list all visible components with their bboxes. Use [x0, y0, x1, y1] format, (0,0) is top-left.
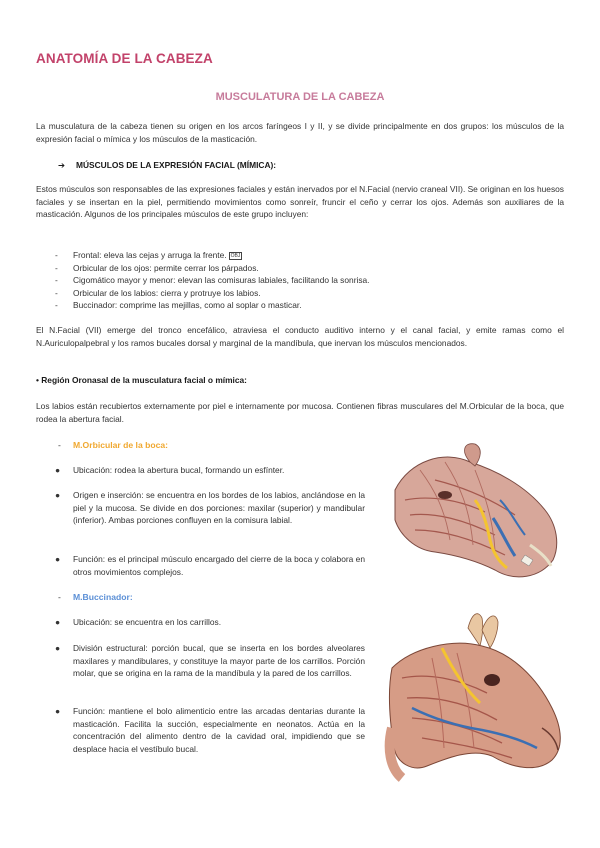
- dog-head-muscles-illustration: [375, 440, 565, 590]
- bullet-icon: ●: [55, 465, 61, 475]
- bullet-icon: ●: [55, 554, 61, 564]
- list-item: - Orbicular de los ojos: permite cerrar los párpados.: [55, 262, 525, 275]
- bullet-icon: ●: [55, 643, 61, 653]
- muscle-list: [55, 249, 525, 312]
- expression-heading: [58, 160, 276, 170]
- section-subtitle: MUSCULATURA DE LA CABEZA: [215, 91, 385, 103]
- list-item: ● Función: es el principal músculo encargado del cierre de la boca y colabora en otros movimientos complejos.: [55, 554, 365, 577]
- buccinador-label: - M.Buccinador:: [58, 592, 133, 602]
- lips-paragraph: Los labios están recubiertos externamente por piel e internamente por mucosa. Contienen fibras musculares del M.Orbicular de la boca, que rodea la abertura facial.: [36, 401, 564, 424]
- bullet-icon: ●: [55, 617, 61, 627]
- page-title: ANATOMÍA DE LA CABEZA: [36, 51, 213, 66]
- list-item: ● División estructural: porción bucal, que se inserta en los bordes alveolares maxilares y mandibulares, y constituye la mayor parte de los carrillos. Porción molar, que se origina en la rama de la mandíbula y la pared de los carrillos.: [55, 643, 365, 679]
- list-item: ● Ubicación: rodea la abertura bucal, formando un esfínter.: [55, 465, 285, 475]
- list-item: ● Ubicación: se encuentra en los carrillos.: [55, 617, 222, 627]
- list-item: - Orbicular de los labios: cierra y protruye los labios.: [55, 287, 525, 300]
- horse-head-muscles-illustration: [372, 608, 572, 783]
- bullet-icon: ●: [55, 490, 61, 500]
- nerve-paragraph: El N.Facial (VII) emerge del tronco encefálico, atraviesa el conducto auditivo interno y el canal facial, y emite ramas como el N.Auriculopalpebral y los ramos bucales dorsal y marginal de la mandíbula, que inervan los músculos mencionados.: [36, 325, 564, 348]
- list-item: ● Origen e inserción: se encuentra en los bordes de los labios, anclándose en la piel y la mucosa. Se divide en dos porciones: maxilar (superior) y mandibular (inferior). Ambas porciones confluyen en la comisura labial.: [55, 490, 365, 526]
- region-heading: • Región Oronasal de la musculatura facial o mímica:: [36, 375, 247, 385]
- list-item: - Buccinador: comprime las mejillas, como al soplar o masticar.: [55, 299, 525, 312]
- arrow-icon: ➔: [58, 160, 66, 170]
- list-item: ● Función: mantiene el bolo alimenticio entre las arcadas dentarias durante la masticación. Facilita la succión, especialmente en neonatos. Actúa en la concentración del alimento dentro de la cavidad oral, impidiendo que se desplace hacia el vestíbulo bucal.: [55, 706, 365, 754]
- expression-heading-text: MÚSCULOS DE LA EXPRESIÓN FACIAL (MÍMICA):: [76, 160, 277, 170]
- object-marker: OBJ: [230, 253, 241, 259]
- intro-paragraph: La musculatura de la cabeza tienen su origen en los arcos faríngeos I y II, y se divide principalmente en dos grupos: los músculos de la expresión facial o mímica y los músculos de la masticación.: [36, 121, 564, 144]
- bullet-icon: ●: [55, 706, 61, 716]
- list-item: - Cigomático mayor y menor: elevan las comisuras labiales, facilitando la sonrisa.: [55, 274, 525, 287]
- expression-paragraph: Estos músculos son responsables de las expresiones faciales y están inervados por el N.Facial (nervio craneal VII). Se originan en los huesos faciales y se insertan en la piel, permitiendo movimientos como sonreír, fruncir el ceño y cerrar los ojos. Además son auxiliares de la masticación. Algunos de los principales músculos de este grupo incluyen:: [36, 184, 564, 220]
- list-item: - Frontal: eleva las cejas y arruga la frente. OBJ: [55, 249, 525, 262]
- orbicular-label: - M.Orbicular de la boca:: [58, 440, 169, 450]
